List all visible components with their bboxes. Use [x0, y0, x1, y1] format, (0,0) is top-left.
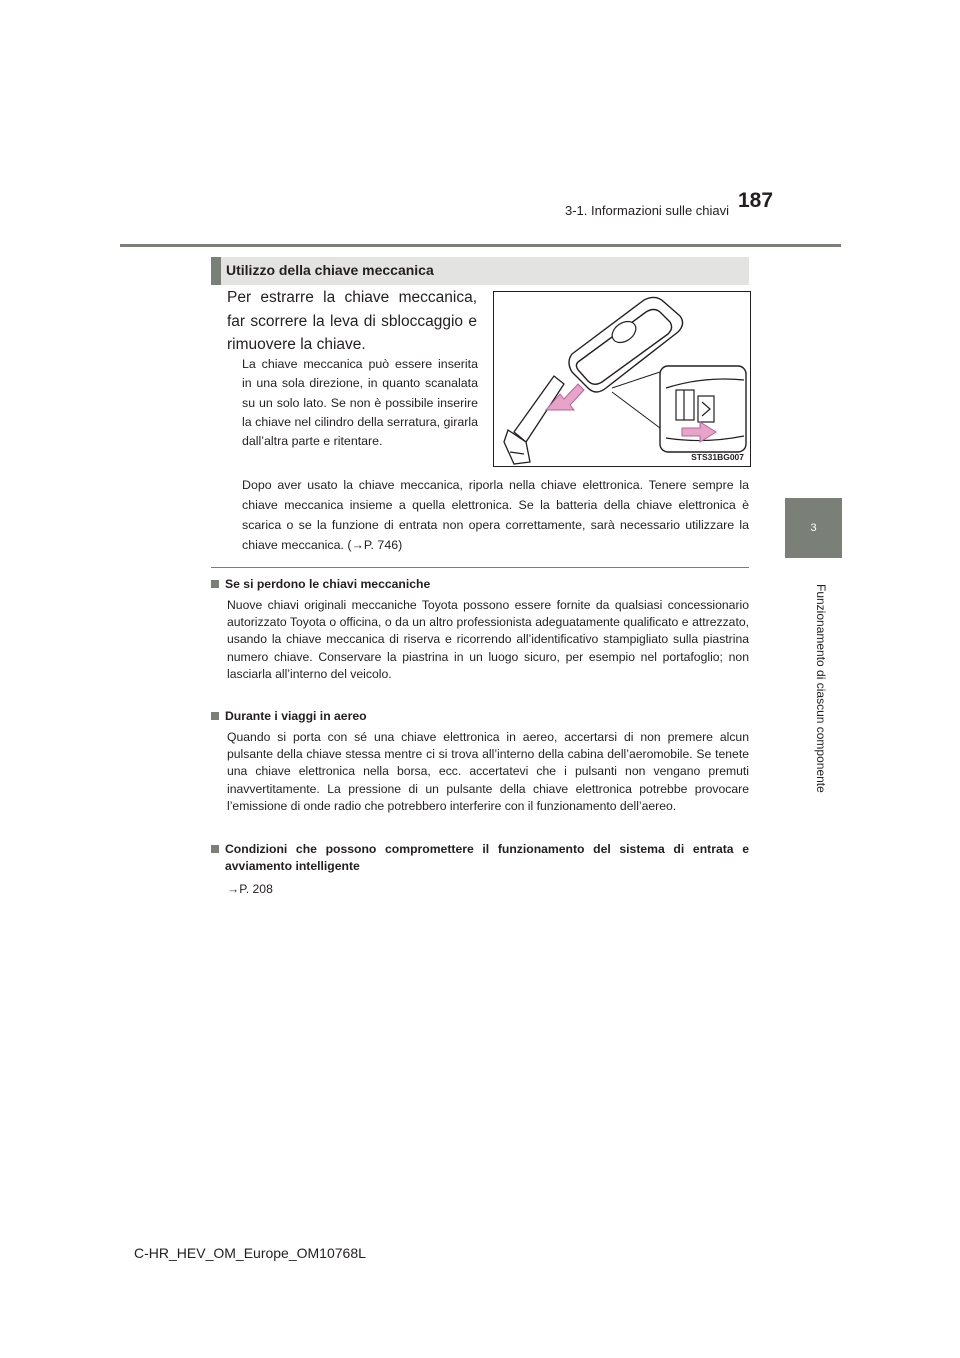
chapter-label: Funzionamento di ciascun componente — [814, 584, 828, 793]
section-intro: Per estrarre la chiave meccanica, far scorrere la leva di sbloccaggio e rimuovere la chiave. — [227, 289, 477, 353]
separator-rule — [211, 567, 749, 568]
document-id: C-HR_HEV_OM_Europe_OM10768L — [134, 1245, 366, 1261]
section-title: Utilizzo della chiave meccanica — [226, 262, 434, 278]
subsection-body: Nuove chiavi originali meccaniche Toyota possono essere fornite da qualsiasi concessionario autorizzato Toyota o officina, o da un altro professionista adeguatamente qualificato e attrezzato, usando la chiave meccanica di riserva e ricorrendo all’identificativo stampigliato sulla piastrina numero chiave. Conservare la piastrina in un luogo sicuro, per esempio nel portafoglio; non lasciarla all’interno del veicolo. — [227, 598, 749, 681]
subsection-body: →P. 208 — [227, 882, 273, 896]
square-bullet-icon — [211, 845, 219, 853]
chapter-number: 3 — [810, 522, 817, 534]
figure-code: STS31BG007 — [691, 452, 744, 462]
square-bullet-icon — [211, 712, 219, 720]
mechanical-key-drawing — [494, 292, 750, 466]
subsection-title: Durante i viaggi in aereo — [225, 709, 367, 723]
subsection-title: Se si perdono le chiavi meccaniche — [225, 577, 431, 591]
subsection-air-travel — [211, 708, 749, 815]
subsection-title: Condizioni che possono compromettere il funzionamento del sistema di entrata e avviamento intelligente — [225, 842, 749, 873]
subsection-body: Quando si porta con sé una chiave elettronica in aereo, accertarsi di non premere alcun pulsante della chiave stessa mentre ci si trova all’interno della cabina dell’aeromobile. Se tenete una chiave elettronica nella borsa, ecc. accertatevi che i pulsanti non vengano premuti inavvertitamente. La pressione di un pulsante della chiave elettronica potrebbe provocare l’emissione di onde radio che potrebbero interferire con il funzionamento dell’aereo. — [227, 730, 749, 813]
page-number: 187 — [738, 189, 774, 212]
subsection-lost-keys — [211, 576, 749, 683]
key-illustration — [493, 291, 751, 467]
header-rule — [120, 244, 841, 247]
square-bullet-icon — [211, 580, 219, 588]
section-note-2: Dopo aver usato la chiave meccanica, riporla nella chiave elettronica. Tenere sempre la chiave meccanica insieme a quella elettronica. Se la batteria della chiave elettronica è scarica o se la funzione di entrata non opera correttamente, sarà necessario utilizzare la chiave meccanica. (→P. 746) — [242, 478, 749, 552]
section-header-bar — [211, 257, 221, 285]
section-note-1: La chiave meccanica può essere inserita in una sola direzione, in quanto scanalata su un solo lato. Se non è possibile inserire la chiave nel cilindro della serratura, girarla dall’altra parte e ritentare. — [242, 357, 478, 449]
running-header-section: 3-1. Informazioni sulle chiavi — [565, 203, 730, 218]
subsection-conditions — [211, 841, 749, 898]
